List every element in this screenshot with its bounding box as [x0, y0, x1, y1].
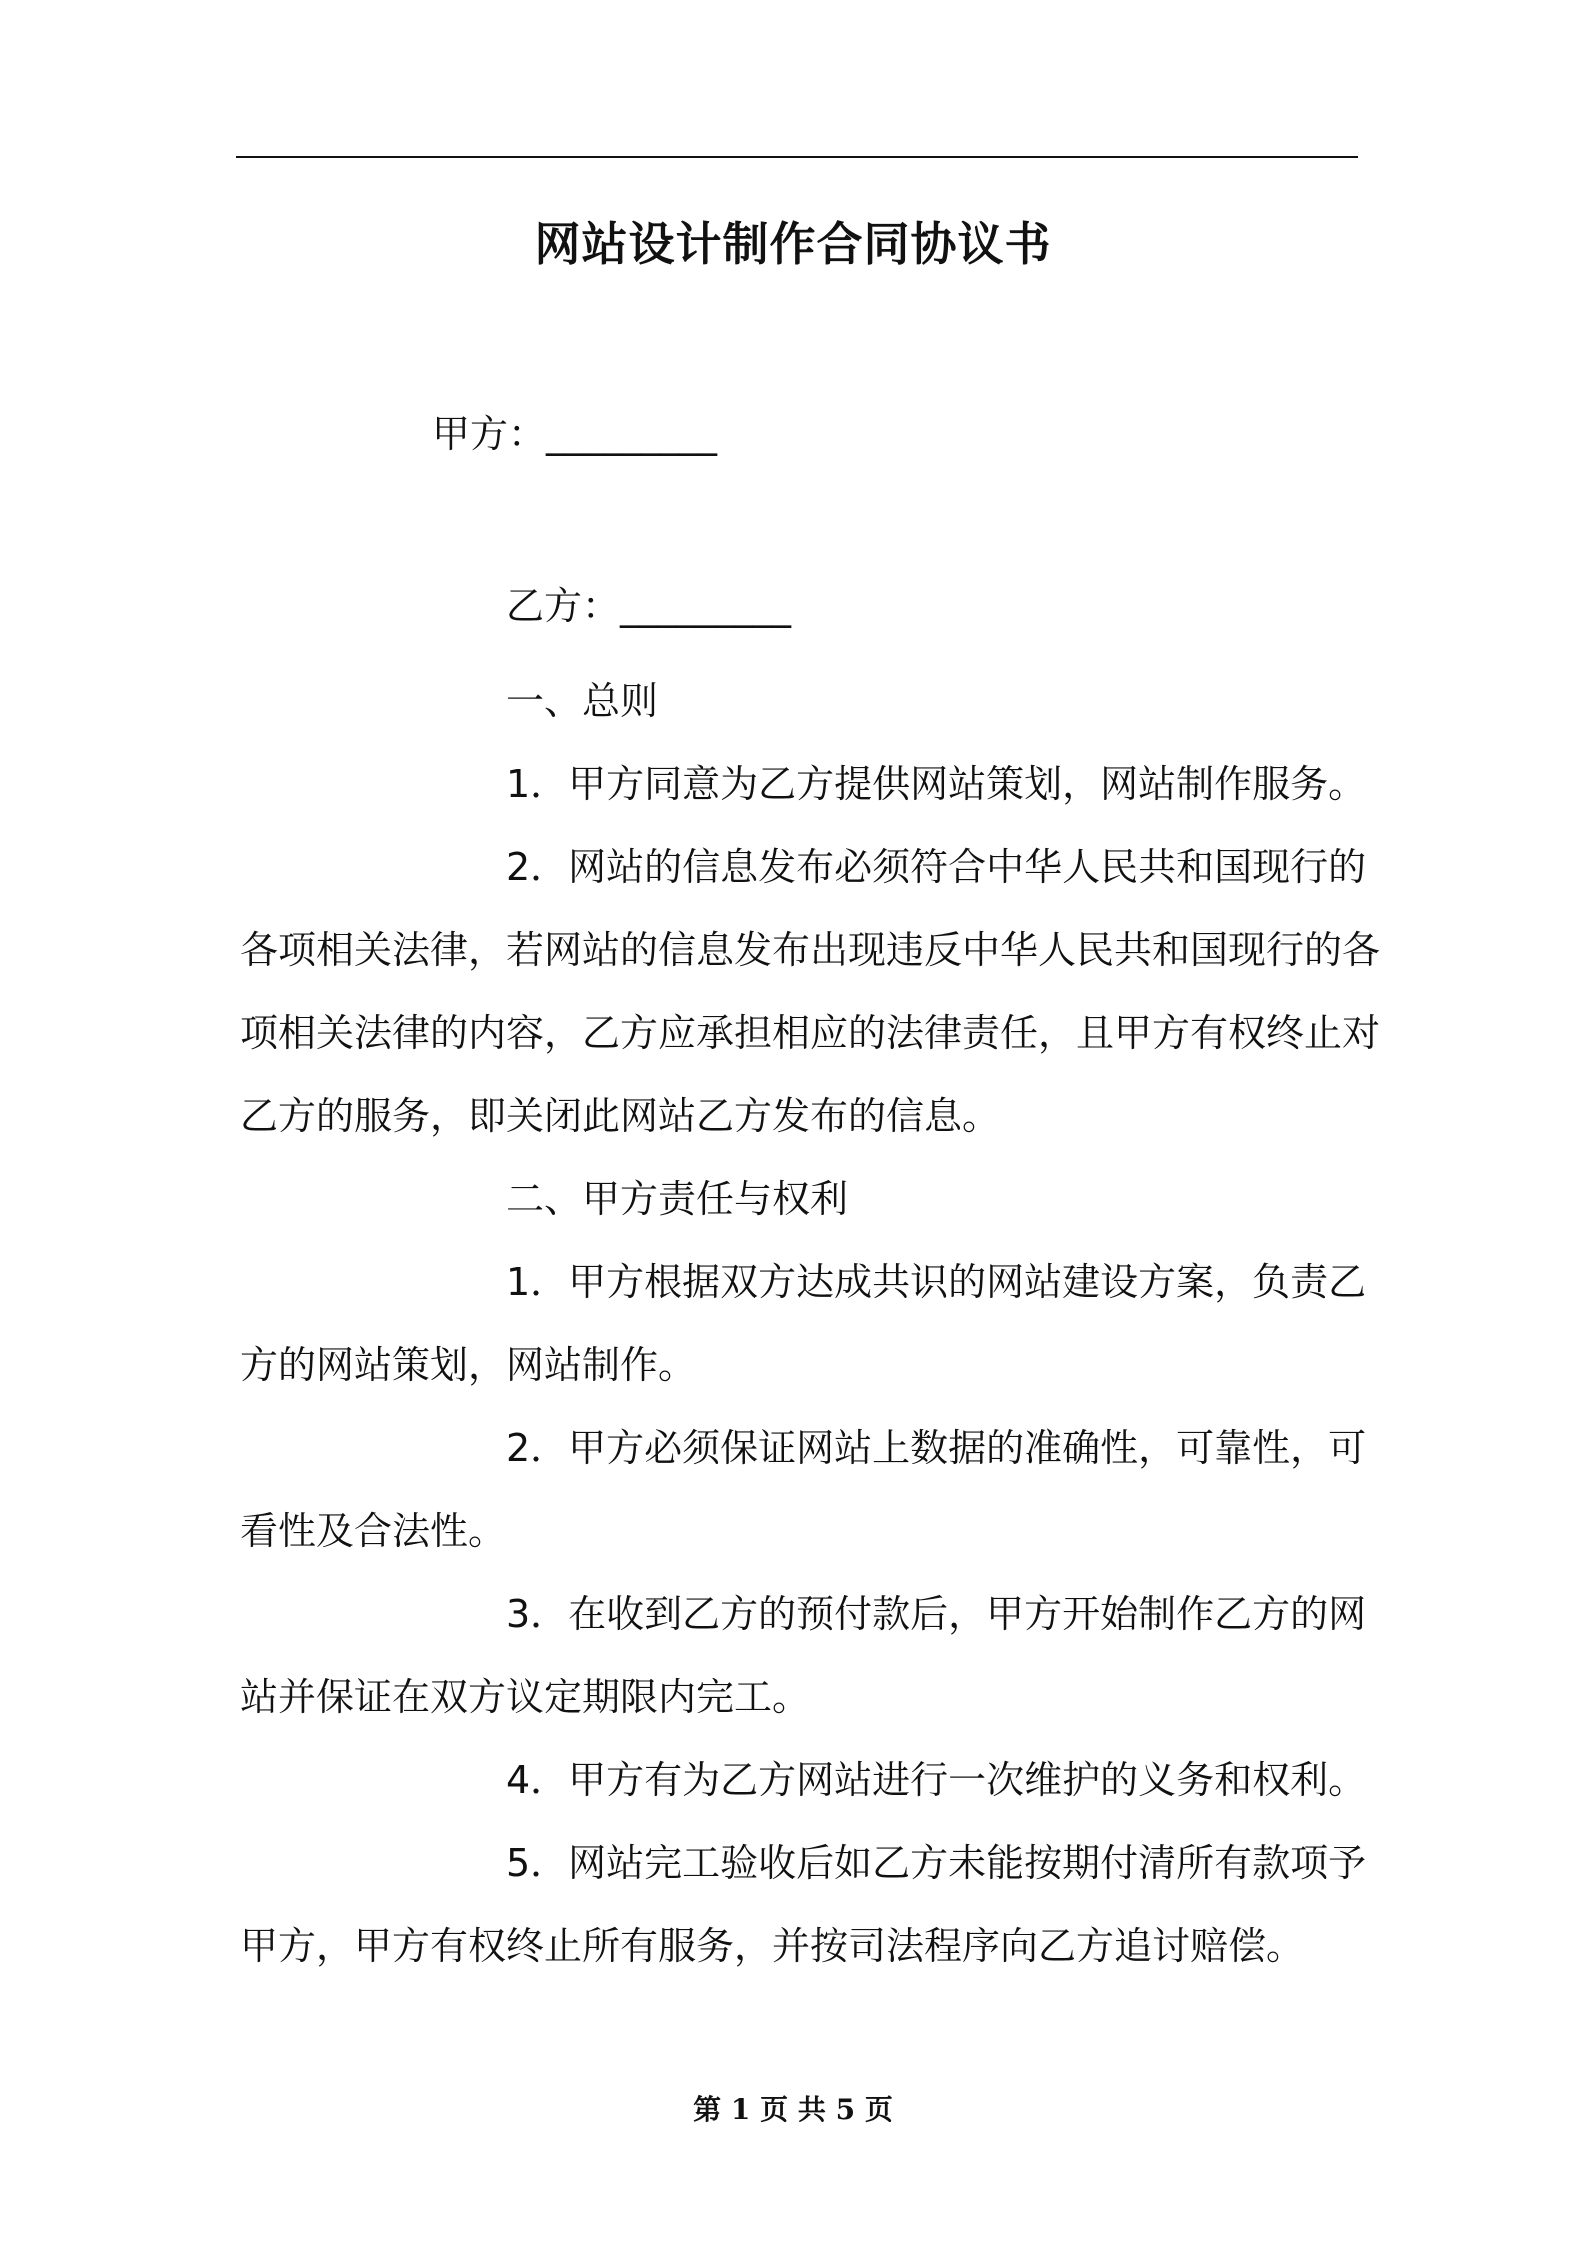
paragraph-line: 2．甲方必须保证网站上数据的准确性，可靠性，可	[506, 1426, 1367, 1470]
section-heading: 一、总则	[506, 679, 659, 723]
header-rule	[236, 156, 1358, 158]
paragraph-line: 4．甲方有为乙方网站进行一次维护的义务和权利。	[506, 1758, 1367, 1802]
paragraph-line: 方的网站策划，网站制作。	[240, 1343, 697, 1387]
paragraph-line: 乙方的服务，即关闭此网站乙方发布的信息。	[240, 1094, 1001, 1138]
paragraph-line: 1．甲方根据双方达成共识的网站建设方案，负责乙	[506, 1260, 1367, 1304]
party-b-field: 乙方：_________	[506, 584, 792, 628]
paragraph-line: 5．网站完工验收后如乙方未能按期付清所有款项予	[506, 1841, 1367, 1885]
paragraph-line: 3．在收到乙方的预付款后，甲方开始制作乙方的网	[506, 1592, 1367, 1636]
party-a-field: 甲方：_________	[432, 412, 718, 456]
paragraph-line: 1．甲方同意为乙方提供网站策划，网站制作服务。	[506, 762, 1367, 806]
paragraph-line: 各项相关法律，若网站的信息发布出现违反中华人民共和国现行的各	[240, 928, 1381, 972]
paragraph-line: 站并保证在双方议定期限内完工。	[240, 1675, 811, 1719]
document-title: 网站设计制作合同协议书	[534, 217, 1052, 271]
paragraph-line: 看性及合法性。	[240, 1509, 507, 1553]
paragraph-line: 项相关法律的内容，乙方应承担相应的法律责任，且甲方有权终止对	[240, 1011, 1381, 1055]
section-heading: 二、甲方责任与权利	[506, 1177, 849, 1221]
paragraph-line: 2．网站的信息发布必须符合中华人民共和国现行的	[506, 845, 1367, 889]
page-footer: 第 1 页 共 5 页	[693, 2093, 893, 2126]
paragraph-line: 甲方，甲方有权终止所有服务，并按司法程序向乙方追讨赔偿。	[240, 1924, 1305, 1968]
